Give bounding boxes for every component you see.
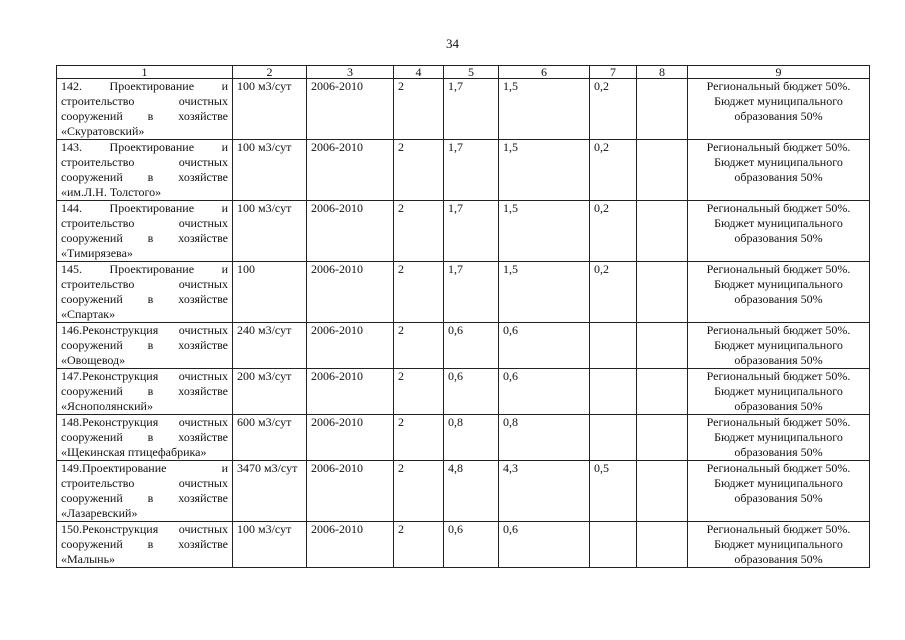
- funding-source-cell: Региональный бюджет 50%. Бюджет муниципального образования 50%: [688, 79, 870, 140]
- column-4-cell: 2: [394, 415, 444, 461]
- column-7-cell: 0,2: [590, 262, 637, 323]
- column-4-cell: 2: [394, 323, 444, 369]
- column-4-cell: 2: [394, 140, 444, 201]
- funding-source-cell: Региональный бюджет 50%. Бюджет муниципального образования 50%: [688, 323, 870, 369]
- funding-source-cell: Региональный бюджет 50%. Бюджет муниципального образования 50%: [688, 461, 870, 522]
- column-4-cell: 2: [394, 79, 444, 140]
- period-cell: 2006-2010: [307, 79, 394, 140]
- table-row: [57, 415, 870, 461]
- funding-source-cell: Региональный бюджет 50%. Бюджет муниципального образования 50%: [688, 522, 870, 568]
- capacity-cell: 100: [233, 262, 307, 323]
- capacity-cell: 100 м3/сут: [233, 522, 307, 568]
- capacity-cell: 240 м3/сут: [233, 323, 307, 369]
- period-cell: 2006-2010: [307, 369, 394, 415]
- table-row: [57, 369, 870, 415]
- column-6-cell: 0,6: [499, 522, 590, 568]
- column-5-cell: 1,7: [444, 201, 499, 262]
- program-table: [56, 65, 870, 568]
- column-header: 1: [57, 66, 233, 79]
- project-name-cell: 149.Проектирование и строительство очистных сооружений в хозяйстве «Лазаревский»: [57, 461, 233, 522]
- column-8-cell: [637, 369, 688, 415]
- funding-source-cell: Региональный бюджет 50%. Бюджет муниципального образования 50%: [688, 140, 870, 201]
- column-6-cell: 4,3: [499, 461, 590, 522]
- column-7-cell: [590, 323, 637, 369]
- column-5-cell: 4,8: [444, 461, 499, 522]
- funding-source-cell: Региональный бюджет 50%. Бюджет муниципального образования 50%: [688, 415, 870, 461]
- column-5-cell: 0,8: [444, 415, 499, 461]
- funding-source-cell: Региональный бюджет 50%. Бюджет муниципального образования 50%: [688, 262, 870, 323]
- period-cell: 2006-2010: [307, 323, 394, 369]
- column-7-cell: [590, 415, 637, 461]
- column-7-cell: 0,2: [590, 140, 637, 201]
- funding-source-cell: Региональный бюджет 50%. Бюджет муниципального образования 50%: [688, 369, 870, 415]
- project-name-cell: 150.Реконструкция очистных сооружений в хозяйстве «Малынь»: [57, 522, 233, 568]
- capacity-cell: 3470 м3/сут: [233, 461, 307, 522]
- column-7-cell: [590, 522, 637, 568]
- column-6-cell: 0,6: [499, 369, 590, 415]
- column-7-cell: 0,5: [590, 461, 637, 522]
- column-5-cell: 1,7: [444, 262, 499, 323]
- project-name-cell: 148.Реконструкция очистных сооружений в хозяйстве «Щекинская птицефабрика»: [57, 415, 233, 461]
- project-name-cell: 143. Проектирование и строительство очистных сооружений в хозяйстве «им.Л.Н. Толстого»: [57, 140, 233, 201]
- table-row: [57, 201, 870, 262]
- table-row: [57, 323, 870, 369]
- table-header-row: [57, 66, 870, 79]
- column-6-cell: 1,5: [499, 140, 590, 201]
- column-4-cell: 2: [394, 522, 444, 568]
- column-4-cell: 2: [394, 201, 444, 262]
- column-4-cell: 2: [394, 461, 444, 522]
- column-5-cell: 0,6: [444, 323, 499, 369]
- period-cell: 2006-2010: [307, 522, 394, 568]
- column-6-cell: 1,5: [499, 201, 590, 262]
- column-7-cell: 0,2: [590, 201, 637, 262]
- column-8-cell: [637, 262, 688, 323]
- capacity-cell: 100 м3/сут: [233, 140, 307, 201]
- column-5-cell: 1,7: [444, 140, 499, 201]
- column-8-cell: [637, 140, 688, 201]
- column-8-cell: [637, 461, 688, 522]
- capacity-cell: 600 м3/сут: [233, 415, 307, 461]
- capacity-cell: 200 м3/сут: [233, 369, 307, 415]
- column-header: 6: [499, 66, 590, 79]
- period-cell: 2006-2010: [307, 262, 394, 323]
- table-row: [57, 79, 870, 140]
- column-header: 7: [590, 66, 637, 79]
- period-cell: 2006-2010: [307, 201, 394, 262]
- column-header: 5: [444, 66, 499, 79]
- capacity-cell: 100 м3/сут: [233, 201, 307, 262]
- project-name-cell: 147.Реконструкция очистных сооружений в хозяйстве «Яснополянский»: [57, 369, 233, 415]
- column-6-cell: 0,6: [499, 323, 590, 369]
- table-row: [57, 140, 870, 201]
- table-row: [57, 262, 870, 323]
- column-header: 2: [233, 66, 307, 79]
- column-header: 8: [637, 66, 688, 79]
- column-8-cell: [637, 415, 688, 461]
- table-row: [57, 461, 870, 522]
- column-4-cell: 2: [394, 369, 444, 415]
- period-cell: 2006-2010: [307, 415, 394, 461]
- period-cell: 2006-2010: [307, 140, 394, 201]
- column-header: 3: [307, 66, 394, 79]
- page-number: 34: [446, 36, 459, 51]
- column-7-cell: [590, 369, 637, 415]
- column-header: 9: [688, 66, 870, 79]
- column-8-cell: [637, 201, 688, 262]
- column-5-cell: 0,6: [444, 522, 499, 568]
- funding-source-cell: Региональный бюджет 50%. Бюджет муниципального образования 50%: [688, 201, 870, 262]
- column-6-cell: 1,5: [499, 79, 590, 140]
- capacity-cell: 100 м3/сут: [233, 79, 307, 140]
- column-8-cell: [637, 323, 688, 369]
- column-6-cell: 1,5: [499, 262, 590, 323]
- column-header: 4: [394, 66, 444, 79]
- project-name-cell: 144. Проектирование и строительство очистных сооружений в хозяйстве «Тимирязева»: [57, 201, 233, 262]
- column-4-cell: 2: [394, 262, 444, 323]
- column-5-cell: 0,6: [444, 369, 499, 415]
- project-name-cell: 146.Реконструкция очистных сооружений в хозяйстве «Овощевод»: [57, 323, 233, 369]
- column-6-cell: 0,8: [499, 415, 590, 461]
- project-name-cell: 142. Проектирование и строительство очистных сооружений в хозяйстве «Скуратовский»: [57, 79, 233, 140]
- column-5-cell: 1,7: [444, 79, 499, 140]
- table-row: [57, 522, 870, 568]
- project-name-cell: 145. Проектирование и строительство очистных сооружений в хозяйстве «Спартак»: [57, 262, 233, 323]
- column-8-cell: [637, 522, 688, 568]
- column-7-cell: 0,2: [590, 79, 637, 140]
- period-cell: 2006-2010: [307, 461, 394, 522]
- column-8-cell: [637, 79, 688, 140]
